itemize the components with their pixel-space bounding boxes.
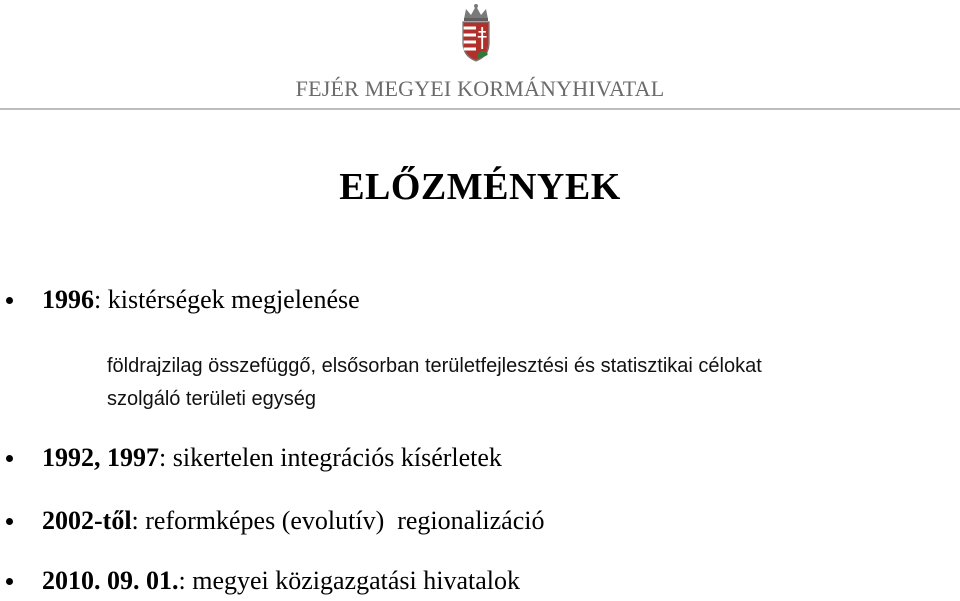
bullet-1996-description: [107, 350, 947, 416]
bullet-dot-icon: [6, 297, 13, 304]
bullet-dot-icon: [6, 578, 13, 585]
bullet-lead: 1996: [42, 285, 94, 314]
hungarian-coat-of-arms-icon: [456, 3, 496, 63]
bullet-rest: : megyei közigazgatási hivatalok: [178, 566, 520, 595]
description-line-2: szolgáló területi egység: [107, 388, 317, 410]
bullet-dot-icon: [6, 455, 13, 462]
bullet-text: [42, 506, 545, 536]
bullet-text: [42, 566, 520, 596]
description-line-1: földrajzilag összefüggő, elsősorban területfejlesztési és statisztikai célokat: [107, 355, 762, 377]
bullet-rest: : sikertelen integrációs kísérletek: [159, 443, 502, 472]
bullet-lead: 2010. 09. 01.: [42, 566, 179, 595]
bullet-lead: 1992, 1997: [42, 443, 159, 472]
bullet-lead: 2002-től: [42, 506, 132, 535]
organization-name: FEJÉR MEGYEI KORMÁNYHIVATAL: [295, 76, 665, 101]
bullet-text: [42, 443, 502, 473]
bullet-rest: : reformképes (evolutív) regionalizáció: [131, 506, 545, 535]
bullet-text: [42, 285, 360, 315]
page-title: ELŐZMÉNYEK: [339, 166, 621, 208]
header-divider: [0, 108, 960, 110]
bullet-dot-icon: [6, 518, 13, 525]
bullet-rest: : kistérségek megjelenése: [94, 285, 360, 314]
